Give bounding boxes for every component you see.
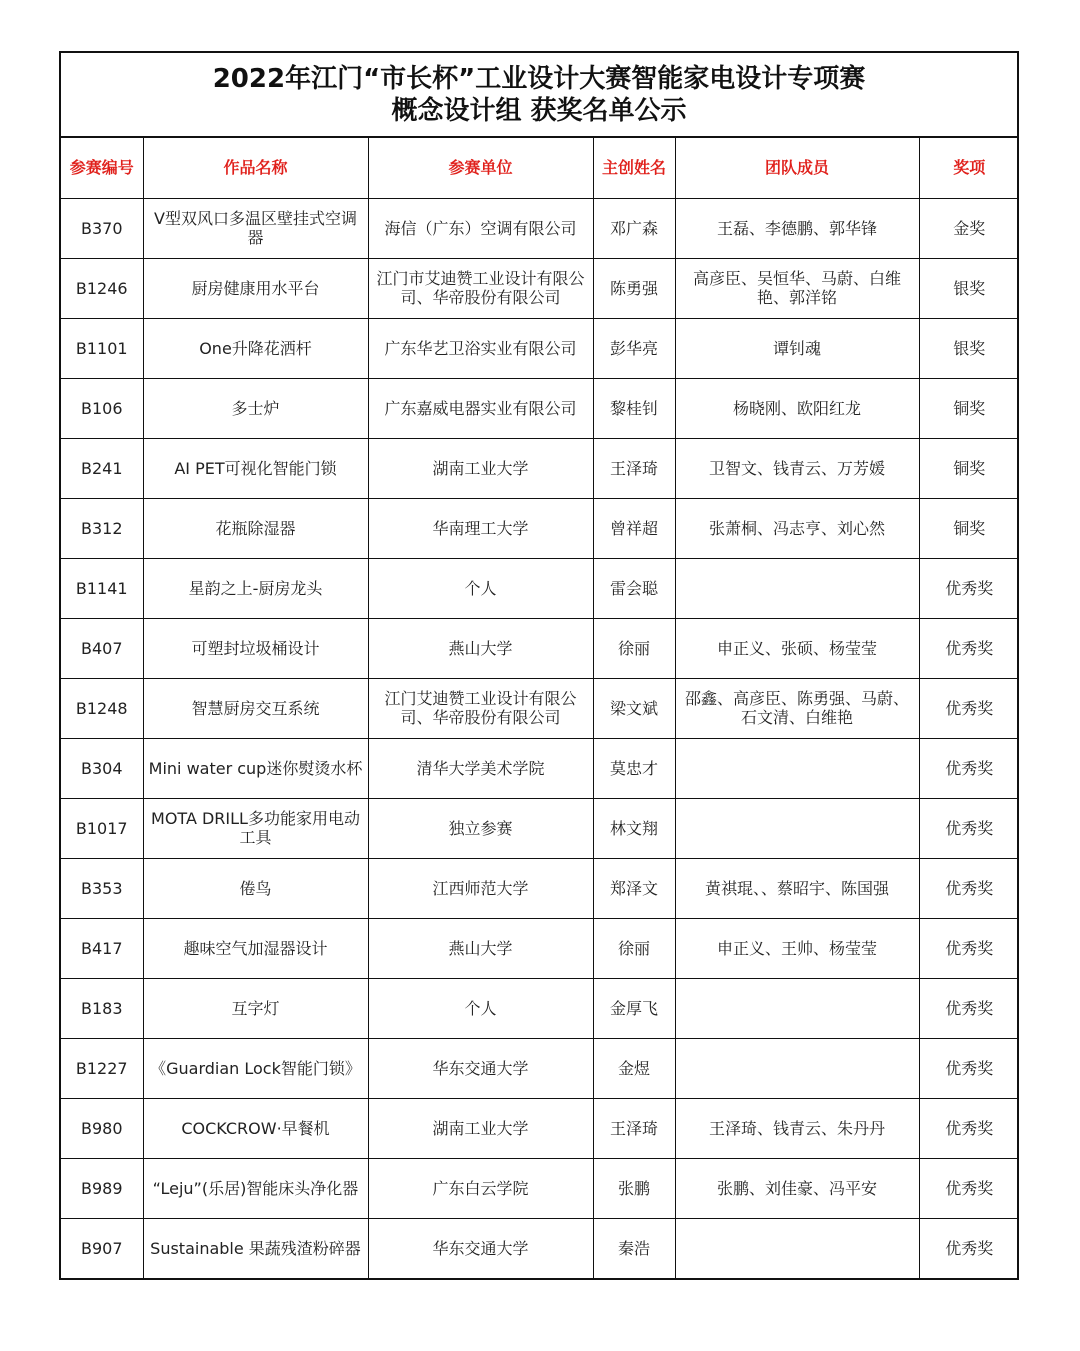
cell-unit: 海信（广东）空调有限公司: [368, 198, 593, 258]
table-row: [61, 558, 1019, 618]
cell-author: 王泽琦: [593, 438, 675, 498]
table-row: [61, 258, 1019, 318]
cell-award: 优秀奖: [919, 918, 1019, 978]
cell-entry-id: B1017: [61, 798, 143, 858]
cell-entry-id: B353: [61, 858, 143, 918]
cell-award: 铜奖: [919, 498, 1019, 558]
cell-author: 雷会聪: [593, 558, 675, 618]
table-row: [61, 798, 1019, 858]
cell-work-name: MOTA DRILL多功能家用电动工具: [143, 798, 368, 858]
table-header-row: [61, 138, 1019, 198]
cell-entry-id: B1101: [61, 318, 143, 378]
cell-unit: 广东华艺卫浴实业有限公司: [368, 318, 593, 378]
cell-author: 林文翔: [593, 798, 675, 858]
cell-work-name: 趣味空气加湿器设计: [143, 918, 368, 978]
cell-work-name: 《Guardian Lock智能门锁》: [143, 1038, 368, 1098]
table-row: [61, 318, 1019, 378]
cell-entry-id: B1227: [61, 1038, 143, 1098]
table-row: [61, 738, 1019, 798]
table-row: [61, 378, 1019, 438]
cell-unit: 江门市艾迪赞工业设计有限公司、华帝股份有限公司: [368, 258, 593, 318]
cell-entry-id: B183: [61, 978, 143, 1038]
header-team: 团队成员: [675, 138, 919, 198]
cell-work-name: 花瓶除湿器: [143, 498, 368, 558]
cell-author: 郑泽文: [593, 858, 675, 918]
cell-entry-id: B312: [61, 498, 143, 558]
header-author: 主创姓名: [593, 138, 675, 198]
cell-award: 优秀奖: [919, 1098, 1019, 1158]
header-unit: 参赛单位: [368, 138, 593, 198]
cell-work-name: One升降花洒杆: [143, 318, 368, 378]
cell-work-name: 智慧厨房交互系统: [143, 678, 368, 738]
cell-work-name: COCKCROW·早餐机: [143, 1098, 368, 1158]
cell-author: 黎桂钊: [593, 378, 675, 438]
cell-entry-id: B304: [61, 738, 143, 798]
cell-entry-id: B407: [61, 618, 143, 678]
cell-team: [675, 978, 919, 1038]
cell-award: 优秀奖: [919, 858, 1019, 918]
table-row: [61, 1098, 1019, 1158]
cell-unit: 广东白云学院: [368, 1158, 593, 1218]
cell-entry-id: B1246: [61, 258, 143, 318]
cell-entry-id: B241: [61, 438, 143, 498]
cell-unit: 个人: [368, 978, 593, 1038]
title-line-1: 2022年江门“市长杯”工业设计大赛智能家电设计专项赛: [212, 63, 866, 94]
cell-team: [675, 1218, 919, 1278]
cell-team: 杨晓刚、欧阳红龙: [675, 378, 919, 438]
cell-entry-id: B1141: [61, 558, 143, 618]
header-work: 作品名称: [143, 138, 368, 198]
cell-team: [675, 798, 919, 858]
cell-unit: 华东交通大学: [368, 1218, 593, 1278]
cell-entry-id: B907: [61, 1218, 143, 1278]
cell-work-name: V型双风口多温区壁挂式空调器: [143, 198, 368, 258]
table-row: [61, 1038, 1019, 1098]
cell-work-name: 互字灯: [143, 978, 368, 1038]
cell-author: 金厚飞: [593, 978, 675, 1038]
cell-unit: 清华大学美术学院: [368, 738, 593, 798]
cell-entry-id: B370: [61, 198, 143, 258]
table-row: [61, 198, 1019, 258]
cell-entry-id: B417: [61, 918, 143, 978]
cell-author: 彭华亮: [593, 318, 675, 378]
table-row: [61, 918, 1019, 978]
table-row: [61, 858, 1019, 918]
cell-author: 邓广森: [593, 198, 675, 258]
table-row: [61, 1158, 1019, 1218]
table-row: [61, 1218, 1019, 1278]
cell-award: 优秀奖: [919, 738, 1019, 798]
cell-work-name: 厨房健康用水平台: [143, 258, 368, 318]
cell-team: 王磊、李德鹏、郭华锋: [675, 198, 919, 258]
cell-team: 黄祺琨、、蔡昭宇、陈国强: [675, 858, 919, 918]
cell-award: 金奖: [919, 198, 1019, 258]
cell-unit: 华南理工大学: [368, 498, 593, 558]
cell-award: 铜奖: [919, 378, 1019, 438]
cell-team: [675, 738, 919, 798]
title-line-2: 概念设计组 获奖名单公示: [391, 95, 687, 126]
header-award: 奖项: [919, 138, 1019, 198]
cell-work-name: “Leju”(乐居)智能床头净化器: [143, 1158, 368, 1218]
cell-award: 优秀奖: [919, 1038, 1019, 1098]
cell-team: 申正义、张硕、杨莹莹: [675, 618, 919, 678]
cell-work-name: Sustainable 果蔬残渣粉碎器: [143, 1218, 368, 1278]
cell-work-name: 可塑封垃圾桶设计: [143, 618, 368, 678]
table-row: [61, 618, 1019, 678]
cell-entry-id: B989: [61, 1158, 143, 1218]
award-sheet: [59, 51, 1019, 1280]
table-row: [61, 438, 1019, 498]
cell-unit: 湖南工业大学: [368, 1098, 593, 1158]
cell-award: 银奖: [919, 318, 1019, 378]
cell-team: [675, 1038, 919, 1098]
cell-unit: 独立参赛: [368, 798, 593, 858]
cell-unit: 个人: [368, 558, 593, 618]
cell-award: 优秀奖: [919, 678, 1019, 738]
cell-author: 王泽琦: [593, 1098, 675, 1158]
cell-award: 优秀奖: [919, 798, 1019, 858]
award-table: [61, 138, 1019, 1278]
cell-entry-id: B980: [61, 1098, 143, 1158]
cell-team: 张萧桐、冯志亨、刘心然: [675, 498, 919, 558]
cell-team: 高彦臣、吴恒华、马蔚、白维艳、郭洋铭: [675, 258, 919, 318]
cell-author: 梁文斌: [593, 678, 675, 738]
cell-unit: 燕山大学: [368, 618, 593, 678]
table-row: [61, 498, 1019, 558]
cell-award: 优秀奖: [919, 558, 1019, 618]
cell-work-name: AI PET可视化智能门锁: [143, 438, 368, 498]
table-row: [61, 678, 1019, 738]
cell-work-name: 倦鸟: [143, 858, 368, 918]
cell-author: 陈勇强: [593, 258, 675, 318]
cell-award: 银奖: [919, 258, 1019, 318]
cell-team: [675, 558, 919, 618]
cell-work-name: Mini water cup迷你熨烫水杯: [143, 738, 368, 798]
cell-work-name: 星韵之上-厨房龙头: [143, 558, 368, 618]
cell-author: 秦浩: [593, 1218, 675, 1278]
table-row: [61, 978, 1019, 1038]
cell-team: 申正义、王帅、杨莹莹: [675, 918, 919, 978]
cell-unit: 广东嘉威电器实业有限公司: [368, 378, 593, 438]
cell-author: 徐丽: [593, 918, 675, 978]
cell-award: 优秀奖: [919, 978, 1019, 1038]
header-id: 参赛编号: [61, 138, 143, 198]
cell-unit: 江西师范大学: [368, 858, 593, 918]
cell-author: 张鹏: [593, 1158, 675, 1218]
cell-award: 优秀奖: [919, 618, 1019, 678]
cell-unit: 江门艾迪赞工业设计有限公司、华帝股份有限公司: [368, 678, 593, 738]
cell-entry-id: B1248: [61, 678, 143, 738]
cell-unit: 湖南工业大学: [368, 438, 593, 498]
cell-unit: 华东交通大学: [368, 1038, 593, 1098]
cell-team: 谭钊魂: [675, 318, 919, 378]
cell-award: 优秀奖: [919, 1158, 1019, 1218]
cell-team: 王泽琦、钱青云、朱丹丹: [675, 1098, 919, 1158]
cell-author: 曾祥超: [593, 498, 675, 558]
cell-author: 金煜: [593, 1038, 675, 1098]
document-title: [61, 53, 1017, 138]
cell-award: 优秀奖: [919, 1218, 1019, 1278]
cell-author: 徐丽: [593, 618, 675, 678]
cell-team: 张鹏、刘佳豪、冯平安: [675, 1158, 919, 1218]
cell-team: 卫智文、钱青云、万芳媛: [675, 438, 919, 498]
cell-work-name: 多士炉: [143, 378, 368, 438]
cell-team: 邵鑫、高彦臣、陈勇强、马蔚、石文清、白维艳: [675, 678, 919, 738]
cell-unit: 燕山大学: [368, 918, 593, 978]
cell-entry-id: B106: [61, 378, 143, 438]
cell-author: 莫忠才: [593, 738, 675, 798]
cell-award: 铜奖: [919, 438, 1019, 498]
